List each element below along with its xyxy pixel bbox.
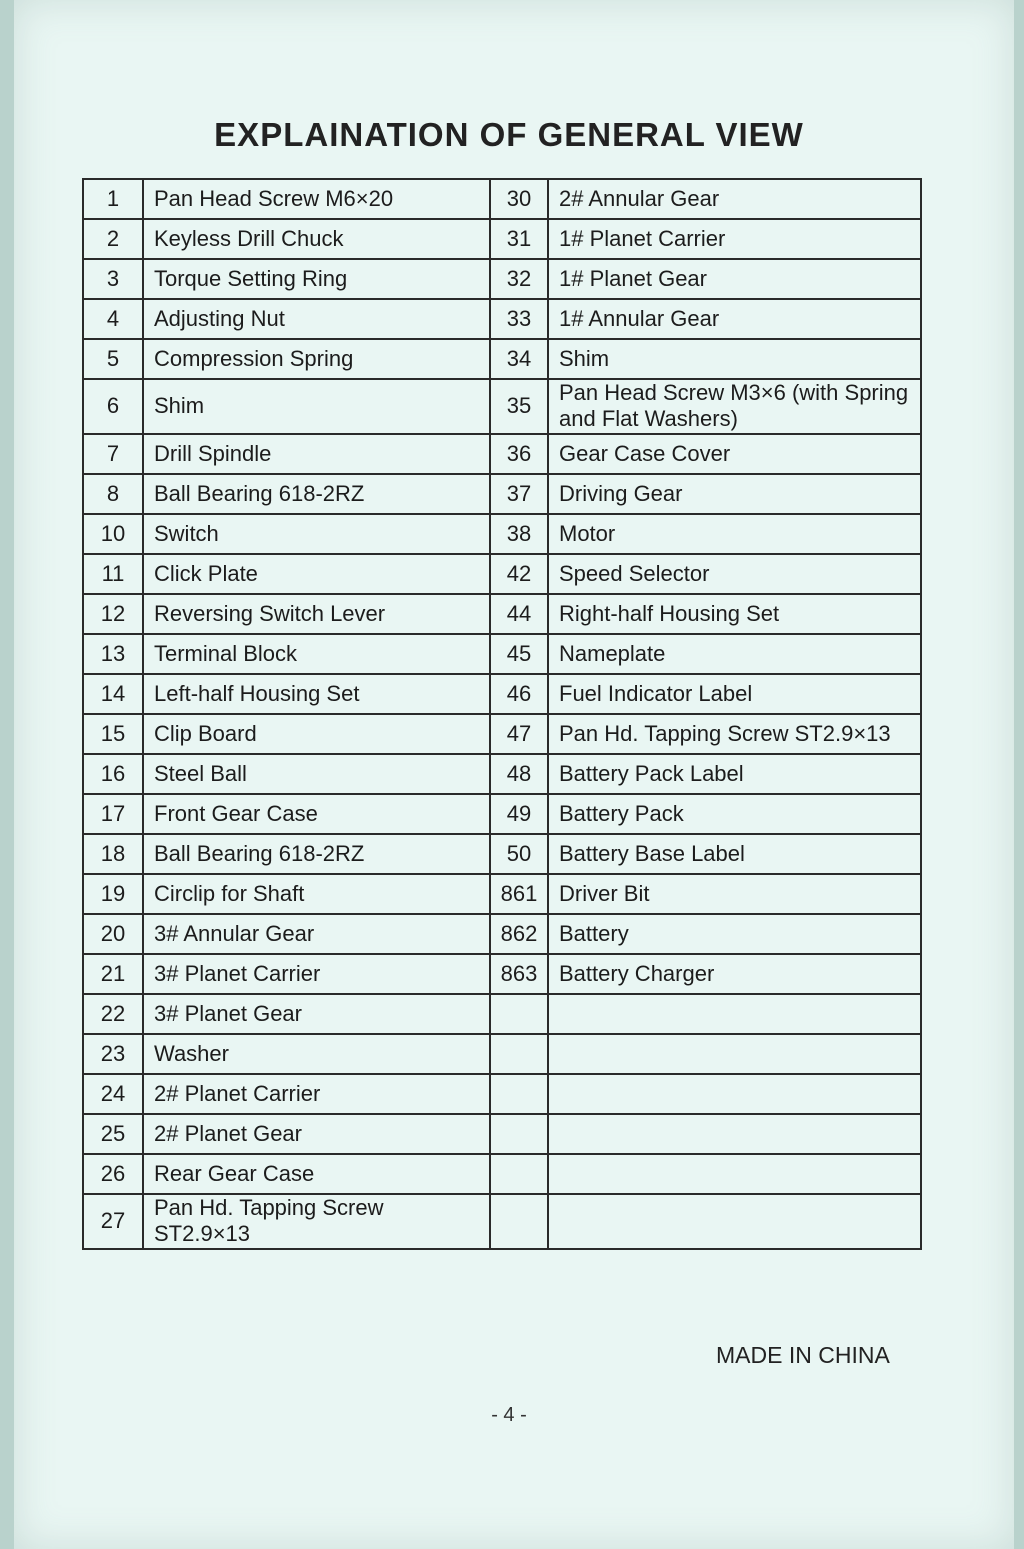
part-name-left: Circlip for Shaft [143,874,490,914]
part-name-right [548,994,921,1034]
part-name-right: Shim [548,339,921,379]
part-number-right [490,994,548,1034]
part-number-left: 7 [83,434,143,474]
part-name-right: 1# Planet Gear [548,259,921,299]
part-name-left: Pan Hd. Tapping Screw ST2.9×13 [143,1194,490,1249]
part-number-right [490,1114,548,1154]
part-number-right [490,1154,548,1194]
part-name-right [548,1194,921,1249]
part-number-right: 36 [490,434,548,474]
part-name-right: 1# Annular Gear [548,299,921,339]
part-name-left: 2# Planet Carrier [143,1074,490,1114]
part-number-right: 50 [490,834,548,874]
table-row [83,514,921,554]
part-name-left: 3# Planet Gear [143,994,490,1034]
part-number-left: 24 [83,1074,143,1114]
part-number-left: 5 [83,339,143,379]
part-name-left: Rear Gear Case [143,1154,490,1194]
part-name-right [548,1114,921,1154]
part-name-right: Pan Hd. Tapping Screw ST2.9×13 [548,714,921,754]
part-number-right: 45 [490,634,548,674]
part-name-right: Motor [548,514,921,554]
part-number-right: 862 [490,914,548,954]
parts-table [82,178,922,1250]
part-number-left: 23 [83,1034,143,1074]
table-row [83,834,921,874]
part-name-left: Pan Head Screw M6×20 [143,179,490,219]
part-number-left: 26 [83,1154,143,1194]
part-name-left: Washer [143,1034,490,1074]
part-number-left: 22 [83,994,143,1034]
part-number-right: 37 [490,474,548,514]
part-number-right: 33 [490,299,548,339]
part-name-left: Drill Spindle [143,434,490,474]
part-name-right: Battery Pack Label [548,754,921,794]
part-number-right: 863 [490,954,548,994]
table-row [83,674,921,714]
table-row [83,1154,921,1194]
table-row [83,434,921,474]
part-number-left: 1 [83,179,143,219]
part-name-right [548,1034,921,1074]
part-number-right: 31 [490,219,548,259]
part-number-left: 15 [83,714,143,754]
part-number-right: 47 [490,714,548,754]
part-number-right: 46 [490,674,548,714]
table-row [83,1114,921,1154]
part-name-left: Terminal Block [143,634,490,674]
part-number-left: 17 [83,794,143,834]
part-number-left: 8 [83,474,143,514]
table-row [83,994,921,1034]
part-number-left: 21 [83,954,143,994]
part-number-right [490,1194,548,1249]
table-row [83,379,921,434]
manual-page [14,0,1014,1549]
part-number-left: 3 [83,259,143,299]
made-in-label: MADE IN CHINA [716,1342,890,1368]
part-name-right: Speed Selector [548,554,921,594]
table-row [83,299,921,339]
part-name-right [548,1154,921,1194]
part-number-right: 44 [490,594,548,634]
table-row [83,754,921,794]
table-row [83,634,921,674]
part-name-left: Ball Bearing 618-2RZ [143,474,490,514]
part-number-left: 11 [83,554,143,594]
part-name-left: Ball Bearing 618-2RZ [143,834,490,874]
table-row [83,339,921,379]
part-number-left: 19 [83,874,143,914]
page-title: EXPLAINATION OF GENERAL VIEW [214,116,804,153]
part-name-left: 2# Planet Gear [143,1114,490,1154]
part-number-right: 32 [490,259,548,299]
part-number-right: 34 [490,339,548,379]
part-name-left: Steel Ball [143,754,490,794]
part-name-left: 3# Planet Carrier [143,954,490,994]
part-name-left: 3# Annular Gear [143,914,490,954]
table-row [83,714,921,754]
part-number-left: 20 [83,914,143,954]
part-number-left: 13 [83,634,143,674]
page-number: - 4 - [491,1404,527,1426]
part-name-right: Driving Gear [548,474,921,514]
part-name-left: Switch [143,514,490,554]
part-number-left: 14 [83,674,143,714]
part-name-left: Adjusting Nut [143,299,490,339]
table-row [83,259,921,299]
part-number-left: 25 [83,1114,143,1154]
part-number-right: 861 [490,874,548,914]
part-name-left: Shim [143,379,490,434]
part-number-left: 10 [83,514,143,554]
part-number-left: 18 [83,834,143,874]
table-row [83,914,921,954]
part-name-right: Fuel Indicator Label [548,674,921,714]
part-number-right: 30 [490,179,548,219]
table-row [83,1194,921,1249]
part-number-left: 2 [83,219,143,259]
part-number-right: 48 [490,754,548,794]
table-row [83,594,921,634]
part-number-right [490,1034,548,1074]
table-row [83,554,921,594]
part-name-right: Driver Bit [548,874,921,914]
table-row [83,474,921,514]
part-number-right: 38 [490,514,548,554]
part-number-left: 4 [83,299,143,339]
part-number-right: 35 [490,379,548,434]
table-row [83,794,921,834]
part-name-right: Battery [548,914,921,954]
part-name-right: 1# Planet Carrier [548,219,921,259]
part-name-right: Battery Charger [548,954,921,994]
table-row [83,954,921,994]
table-row [83,1034,921,1074]
part-name-right: Gear Case Cover [548,434,921,474]
table-row [83,179,921,219]
part-name-left: Keyless Drill Chuck [143,219,490,259]
part-number-left: 6 [83,379,143,434]
part-number-right: 49 [490,794,548,834]
part-name-right: Battery Base Label [548,834,921,874]
table-row [83,1074,921,1114]
part-name-right [548,1074,921,1114]
part-name-left: Compression Spring [143,339,490,379]
part-name-left: Clip Board [143,714,490,754]
part-name-left: Left-half Housing Set [143,674,490,714]
part-name-right: Right-half Housing Set [548,594,921,634]
part-number-left: 16 [83,754,143,794]
table-row [83,874,921,914]
part-number-right: 42 [490,554,548,594]
part-number-left: 12 [83,594,143,634]
part-name-left: Torque Setting Ring [143,259,490,299]
part-number-right [490,1074,548,1114]
part-name-left: Front Gear Case [143,794,490,834]
part-number-left: 27 [83,1194,143,1249]
part-name-right: Nameplate [548,634,921,674]
table-row [83,219,921,259]
part-name-left: Reversing Switch Lever [143,594,490,634]
part-name-right: Pan Head Screw M3×6 (with Spring and Flat Washers) [548,379,921,434]
part-name-left: Click Plate [143,554,490,594]
part-name-right: Battery Pack [548,794,921,834]
part-name-right: 2# Annular Gear [548,179,921,219]
